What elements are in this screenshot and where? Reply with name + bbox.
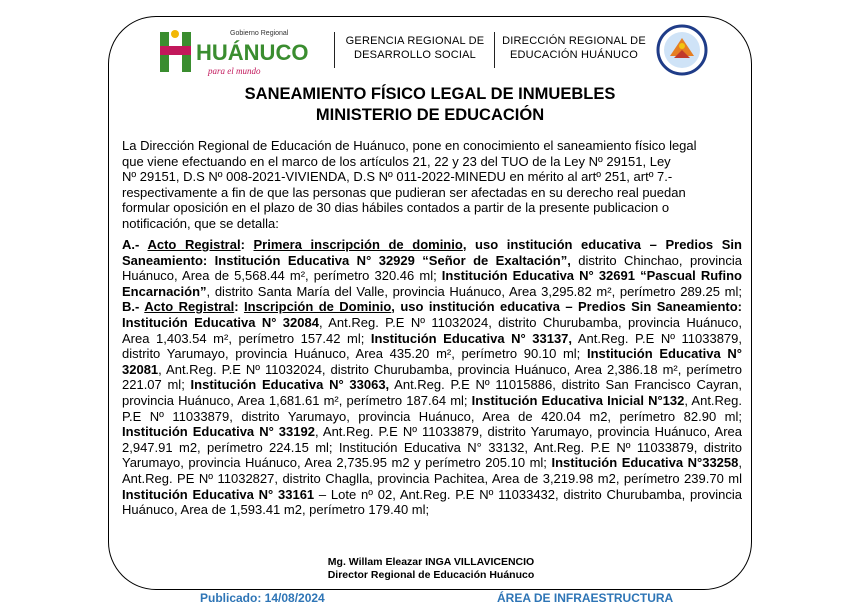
detail-segment: distrito Chinchao, provincia Huánuco, Area de 5,568.44 m², perímetro 320.46 ml; [122,252,742,284]
detail-segment: B.- [122,299,145,315]
detail-segment: , Ant.Reg. P.E Nº 11032024, distrito Churubamba, provincia Huánuco, Area 1,403.54 m², perímetro 157.42 ml; [122,314,742,346]
intro-line: formular oposición en el plazo de 30 dias hábiles contados a partir de la presente publicacion o [122,200,670,216]
title-line-2: MINISTERIO DE EDUCACIÓN [315,106,545,124]
detail-segment: , Ant.Reg. P.E Nº 11032024, distrito Churubamba, provincia Huánuco, Area 2,386.18 m², perímetro 221.07 ml; [122,361,742,393]
detail-segment: , uso institución educativa – Predios Sin Saneamiento: Institución Educativa N° 32929 “Señor de Exaltación”, [122,237,742,268]
published-date: Publicado: 14/08/2024 [200,591,325,605]
detail-segment: Institución Educativa N°33258 [551,455,739,471]
intro-line: Nº 29151, D.S Nº 008-2021-VIVIENDA, D.S Nº 011-2022-MINEDU en mérito al artº 251, artº 7.- [122,169,673,185]
detail-segment: , Ant.Reg. P.E Nº 11033879, distrito Yarumayo, provincia Huánuco, Area de 420.04 m2, perímetro 82.90 ml; [122,392,742,424]
signature-block [0,556,862,582]
detail-segment: Ant.Reg. P.E Nº 11033879, distrito Yarumayo, provincia Huánuco, Area 435.20 m², perímetro 90.10 ml; [122,330,742,362]
detail-segment: Institución Educativa N° 33161 [122,486,315,502]
detail-segment: – Lote nº 02, Ant.Reg. P.E Nº 11033432, distrito Churubamba, provincia Huánuco, Area de 1,593.41 m2, perímetro 179.40 ml; [122,486,743,518]
gerencia-line-1: GERENCIA REGIONAL DE [345,35,485,47]
gerencia-label [340,34,490,62]
title-line-1: SANEAMIENTO FÍSICO LEGAL DE INMUEBLES [244,85,616,103]
detail-segment: Inscripción de Dominio [243,299,392,315]
intro-line: La Dirección Regional de Educación de Huánuco, pone en conocimiento el saneamiento físico legal [122,138,697,153]
drea-huanuco-seal-icon [656,24,708,76]
area-label: ÁREA DE INFRAESTRUCTURA [497,591,674,605]
detail-segment: Acto Registral [144,299,235,315]
predios-detail-paragraph [122,237,742,518]
direccion-line-1: DIRECCIÓN REGIONAL DE [502,35,646,47]
intro-line: notificación, que se detalla: [122,215,279,231]
intro-paragraph [122,138,742,232]
logo-tagline-text: para el mundo [208,66,261,76]
detail-segment: , uso institución educativa – Predios Sin Saneamiento: Institución Educativa N° 32084 [122,299,742,330]
detail-segment: : [234,299,244,315]
header [150,20,730,82]
signatory-name: Mg. Willam Eleazar INGA VILLAVICENCIO [327,556,535,568]
gobierno-regional-logo-icon [158,26,330,80]
detail-segment: : [240,237,254,252]
detail-segment: Institución Educativa N° 33192 [122,424,315,440]
gerencia-line-2: DESARROLLO SOCIAL [354,49,476,61]
detail-segment: Primera inscripción de dominio [253,237,463,252]
signatory-role: Director Regional de Educación Huánuco [327,569,535,581]
direccion-label [500,34,648,62]
detail-segment: , Ant.Reg. P.E Nº 11033879, distrito Yarumayo, provincia Huánuco, Area 2,947.91 m2, perímetro 224.15 ml; Institución Educativa N° 33132, Ant.Reg. P.E Nº 11033879, distrito Yarumayo, provincia Huánuco, Area 2,735.95 m2 y perímetro 205.10 ml; [122,424,742,471]
header-divider [334,32,335,68]
detail-segment: , Ant.Reg. PE Nº 11032827, distrito Chaglla, provincia Pachitea, Area de 3,219.98 m2, perímetro 239.70 ml [122,455,742,486]
detail-segment: A.- [122,237,148,252]
detail-segment: Institución Educativa N° 32691 “Pascual Rufino Encarnación” [122,268,742,299]
detail-segment: Institución Educativa N° 32081 [122,346,742,377]
detail-segment: Institución Educativa N° 33137, [370,330,573,346]
page-title [120,84,740,126]
intro-line: respectivamente a fin de que las personas que pudieran ser afectadas en su derecho real puedan [122,184,686,200]
intro-line: que viene efectuando en el marco de los artículos 21, 22 y 23 del TUO de la Ley Nº 29151, Ley [122,153,671,169]
detail-segment: Institución Educativa Inicial N°132 [471,392,685,408]
detail-segment: Institución Educativa N° 33063, [190,377,390,393]
detail-segment: Ant.Reg. P.E Nº 11015886, distrito San Francisco Cayran, provincia Huánuco, Area 1,681.61 m², perímetro 187.64 ml; [122,377,742,408]
detail-segment: , distrito Santa María del Valle, provincia Huánuco, Area 3,295.82 m², perímetro 289.25 ml; [206,283,742,299]
detail-segment: Acto Registral [147,237,241,252]
direccion-line-2: EDUCACIÓN HUÁNUCO [509,49,639,61]
logo-top-text: Gobierno Regional [230,30,289,37]
gobierno-regional-logo [158,26,330,80]
logo-brand-text: HUÁNUCO [196,40,309,65]
header-divider [494,32,495,68]
